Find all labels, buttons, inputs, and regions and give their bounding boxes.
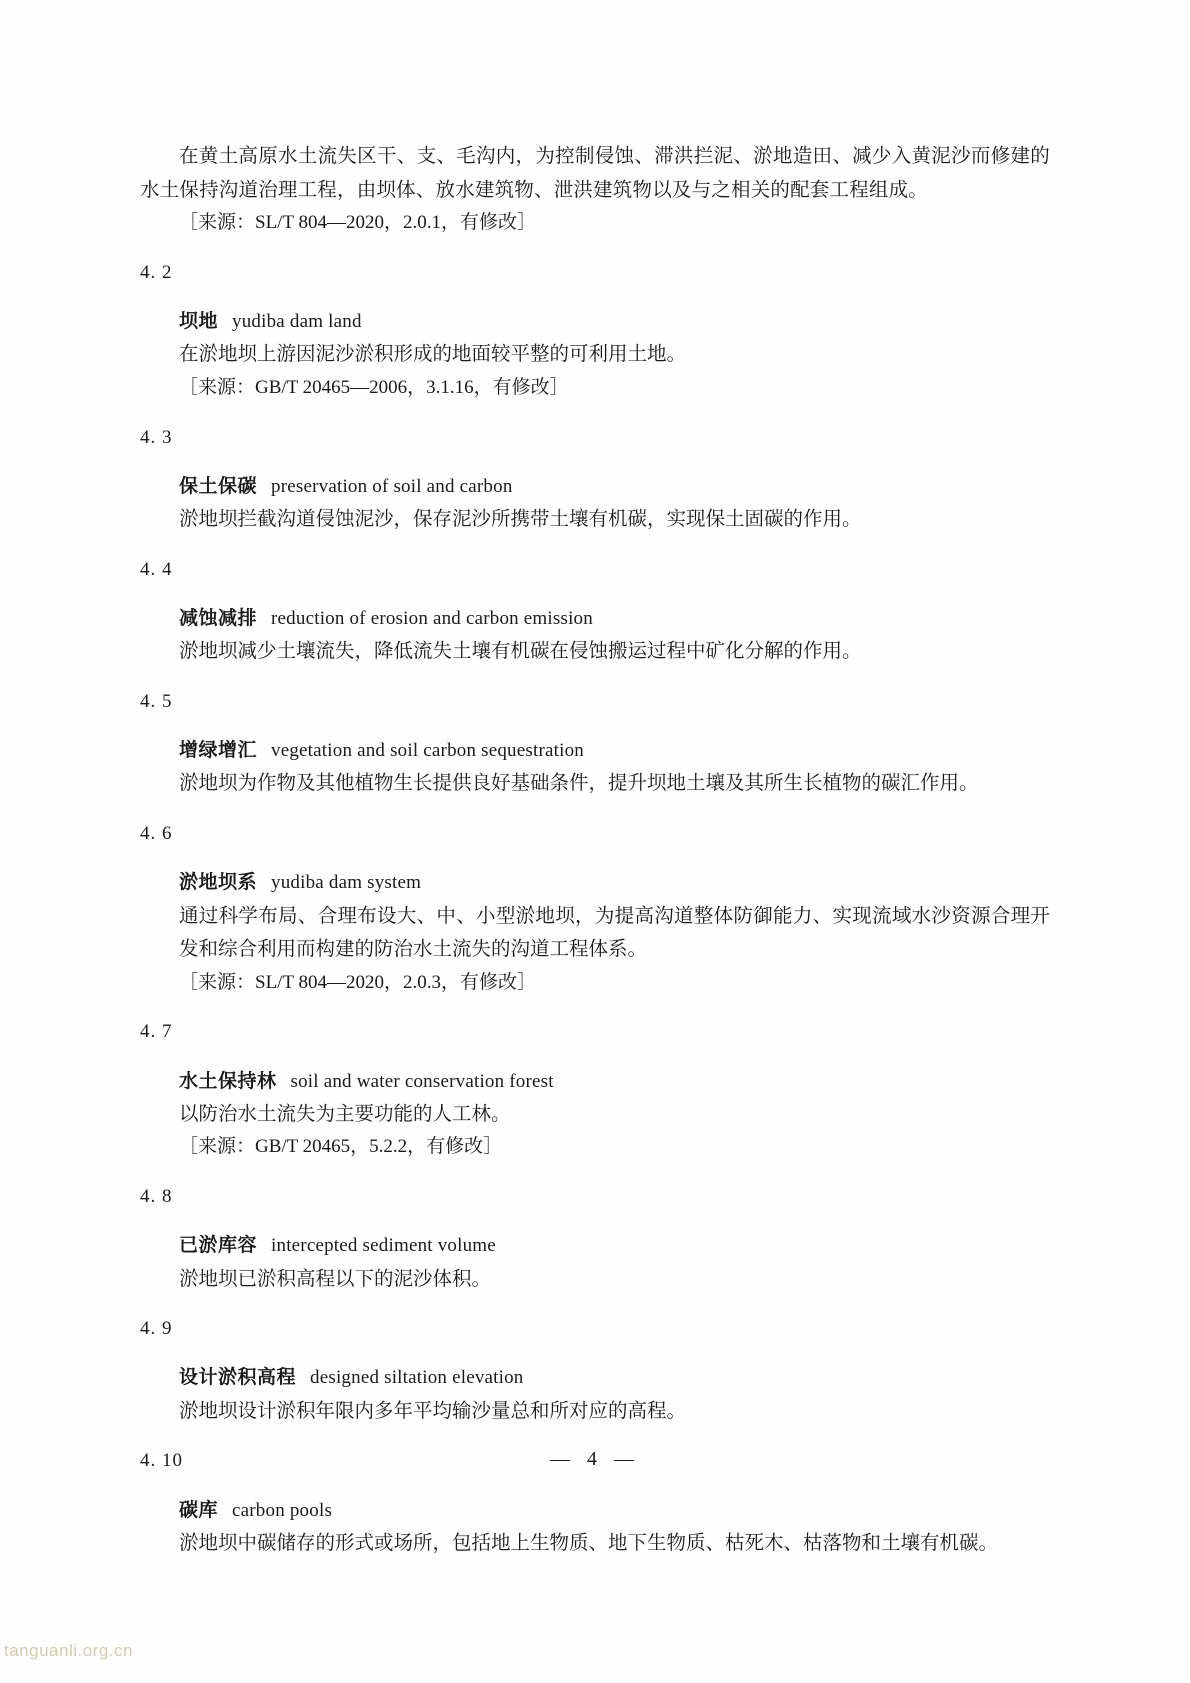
- term-english: soil and water conservation forest: [290, 1070, 554, 1092]
- term-heading: [140, 586, 1050, 635]
- term-heading: [140, 1049, 1050, 1098]
- term-entry: [140, 1164, 1050, 1296]
- term-definition: 淤地坝中碳储存的形式或场所，包括地上生物质、地下生物质、枯死木、枯落物和土壤有机碳。: [179, 1532, 999, 1554]
- clause-number: 4. 6: [140, 822, 173, 844]
- term-heading: [140, 1345, 1050, 1394]
- term-entry: [140, 801, 1050, 999]
- term-chinese: 已淤库容: [179, 1234, 258, 1257]
- clause-number: 4. 3: [140, 426, 173, 448]
- term-english: designed siltation elevation: [310, 1367, 524, 1389]
- term-source: ［来源：SL/T 804—2020，2.0.3，有修改］: [179, 971, 536, 993]
- term-english: yudiba dam system: [271, 872, 422, 894]
- term-heading: [140, 454, 1050, 503]
- term-entry: [140, 537, 1050, 669]
- term-entry: [140, 669, 1050, 801]
- term-english: yudiba dam land: [232, 311, 362, 333]
- term-chinese: 保土保碳: [179, 474, 258, 497]
- term-heading: [140, 1478, 1050, 1527]
- term-source: ［来源：GB/T 20465—2006，3.1.16，有修改］: [179, 376, 569, 398]
- term-heading: [140, 718, 1050, 767]
- intro-source: ［来源：SL/T 804—2020，2.0.1，有修改］: [179, 212, 536, 234]
- clause-number: 4. 5: [140, 690, 173, 712]
- term-chinese: 设计淤积高程: [179, 1366, 297, 1389]
- term-definition: 淤地坝为作物及其他植物生长提供良好基础条件，提升坝地土壤及其所生长植物的碳汇作用。: [179, 773, 979, 795]
- term-source: ［来源：GB/T 20465，5.2.2，有修改］: [179, 1136, 503, 1158]
- term-chinese: 坝地: [179, 310, 219, 333]
- clause-number: 4. 7: [140, 1021, 173, 1043]
- term-definition: 淤地坝已淤积高程以下的泥沙体积。: [179, 1268, 492, 1290]
- term-heading: [140, 289, 1050, 338]
- term-definition: 淤地坝减少土壤流失，降低流失土壤有机碳在侵蚀搬运过程中矿化分解的作用。: [179, 641, 862, 663]
- term-entry: [140, 1296, 1050, 1428]
- term-heading: [140, 1213, 1050, 1262]
- page-content: [140, 140, 1050, 1560]
- term-chinese: 碳库: [179, 1498, 219, 1521]
- term-definition: 以防治水土流失为主要功能的人工林。: [179, 1103, 511, 1125]
- intro-block: [140, 140, 1050, 240]
- intro-paragraph: 在黄土高原水土流失区干、支、毛沟内，为控制侵蚀、滞洪拦泥、淤地造田、减少入黄泥沙而修建的水土保持沟道治理工程，由坝体、放水建筑物、泄洪建筑物以及与之相关的配套工程组成。: [140, 146, 1050, 201]
- clause-number: 4. 9: [140, 1318, 173, 1340]
- clause-number: 4. 4: [140, 558, 173, 580]
- term-chinese: 增绿增汇: [179, 739, 258, 762]
- term-definition: 淤地坝设计淤积年限内多年平均输沙量总和所对应的高程。: [179, 1400, 687, 1422]
- term-english: intercepted sediment volume: [271, 1235, 496, 1257]
- term-entry: [140, 240, 1050, 405]
- clause-number: 4. 2: [140, 261, 173, 283]
- term-chinese: 减蚀减排: [179, 606, 258, 629]
- page-footer: [0, 1448, 1190, 1471]
- term-definition: 在淤地坝上游因泥沙淤积形成的地面较平整的可利用土地。: [179, 344, 687, 366]
- term-english: preservation of soil and carbon: [271, 475, 513, 497]
- term-heading: [140, 850, 1050, 899]
- watermark: tanguanli.org.cn: [4, 1641, 133, 1660]
- term-entry: [140, 405, 1050, 537]
- term-chinese: 淤地坝系: [179, 871, 258, 894]
- term-english: vegetation and soil carbon sequestration: [271, 740, 584, 762]
- clause-number: 4. 8: [140, 1186, 173, 1208]
- term-definition: 通过科学布局、合理布设大、中、小型淤地坝，为提高沟道整体防御能力、实现流域水沙资源合理开发和综合利用而构建的防治水土流失的沟道工程体系。: [179, 905, 1050, 961]
- term-entry: [140, 999, 1050, 1164]
- term-english: reduction of erosion and carbon emission: [271, 607, 593, 629]
- term-definition: 淤地坝拦截沟道侵蚀泥沙，保存泥沙所携带土壤有机碳，实现保土固碳的作用。: [179, 509, 862, 531]
- term-chinese: 水土保持林: [179, 1069, 277, 1092]
- term-english: carbon pools: [232, 1499, 333, 1521]
- clause-number: 4. 10: [140, 1450, 183, 1472]
- page-number: — 4 —: [550, 1448, 640, 1470]
